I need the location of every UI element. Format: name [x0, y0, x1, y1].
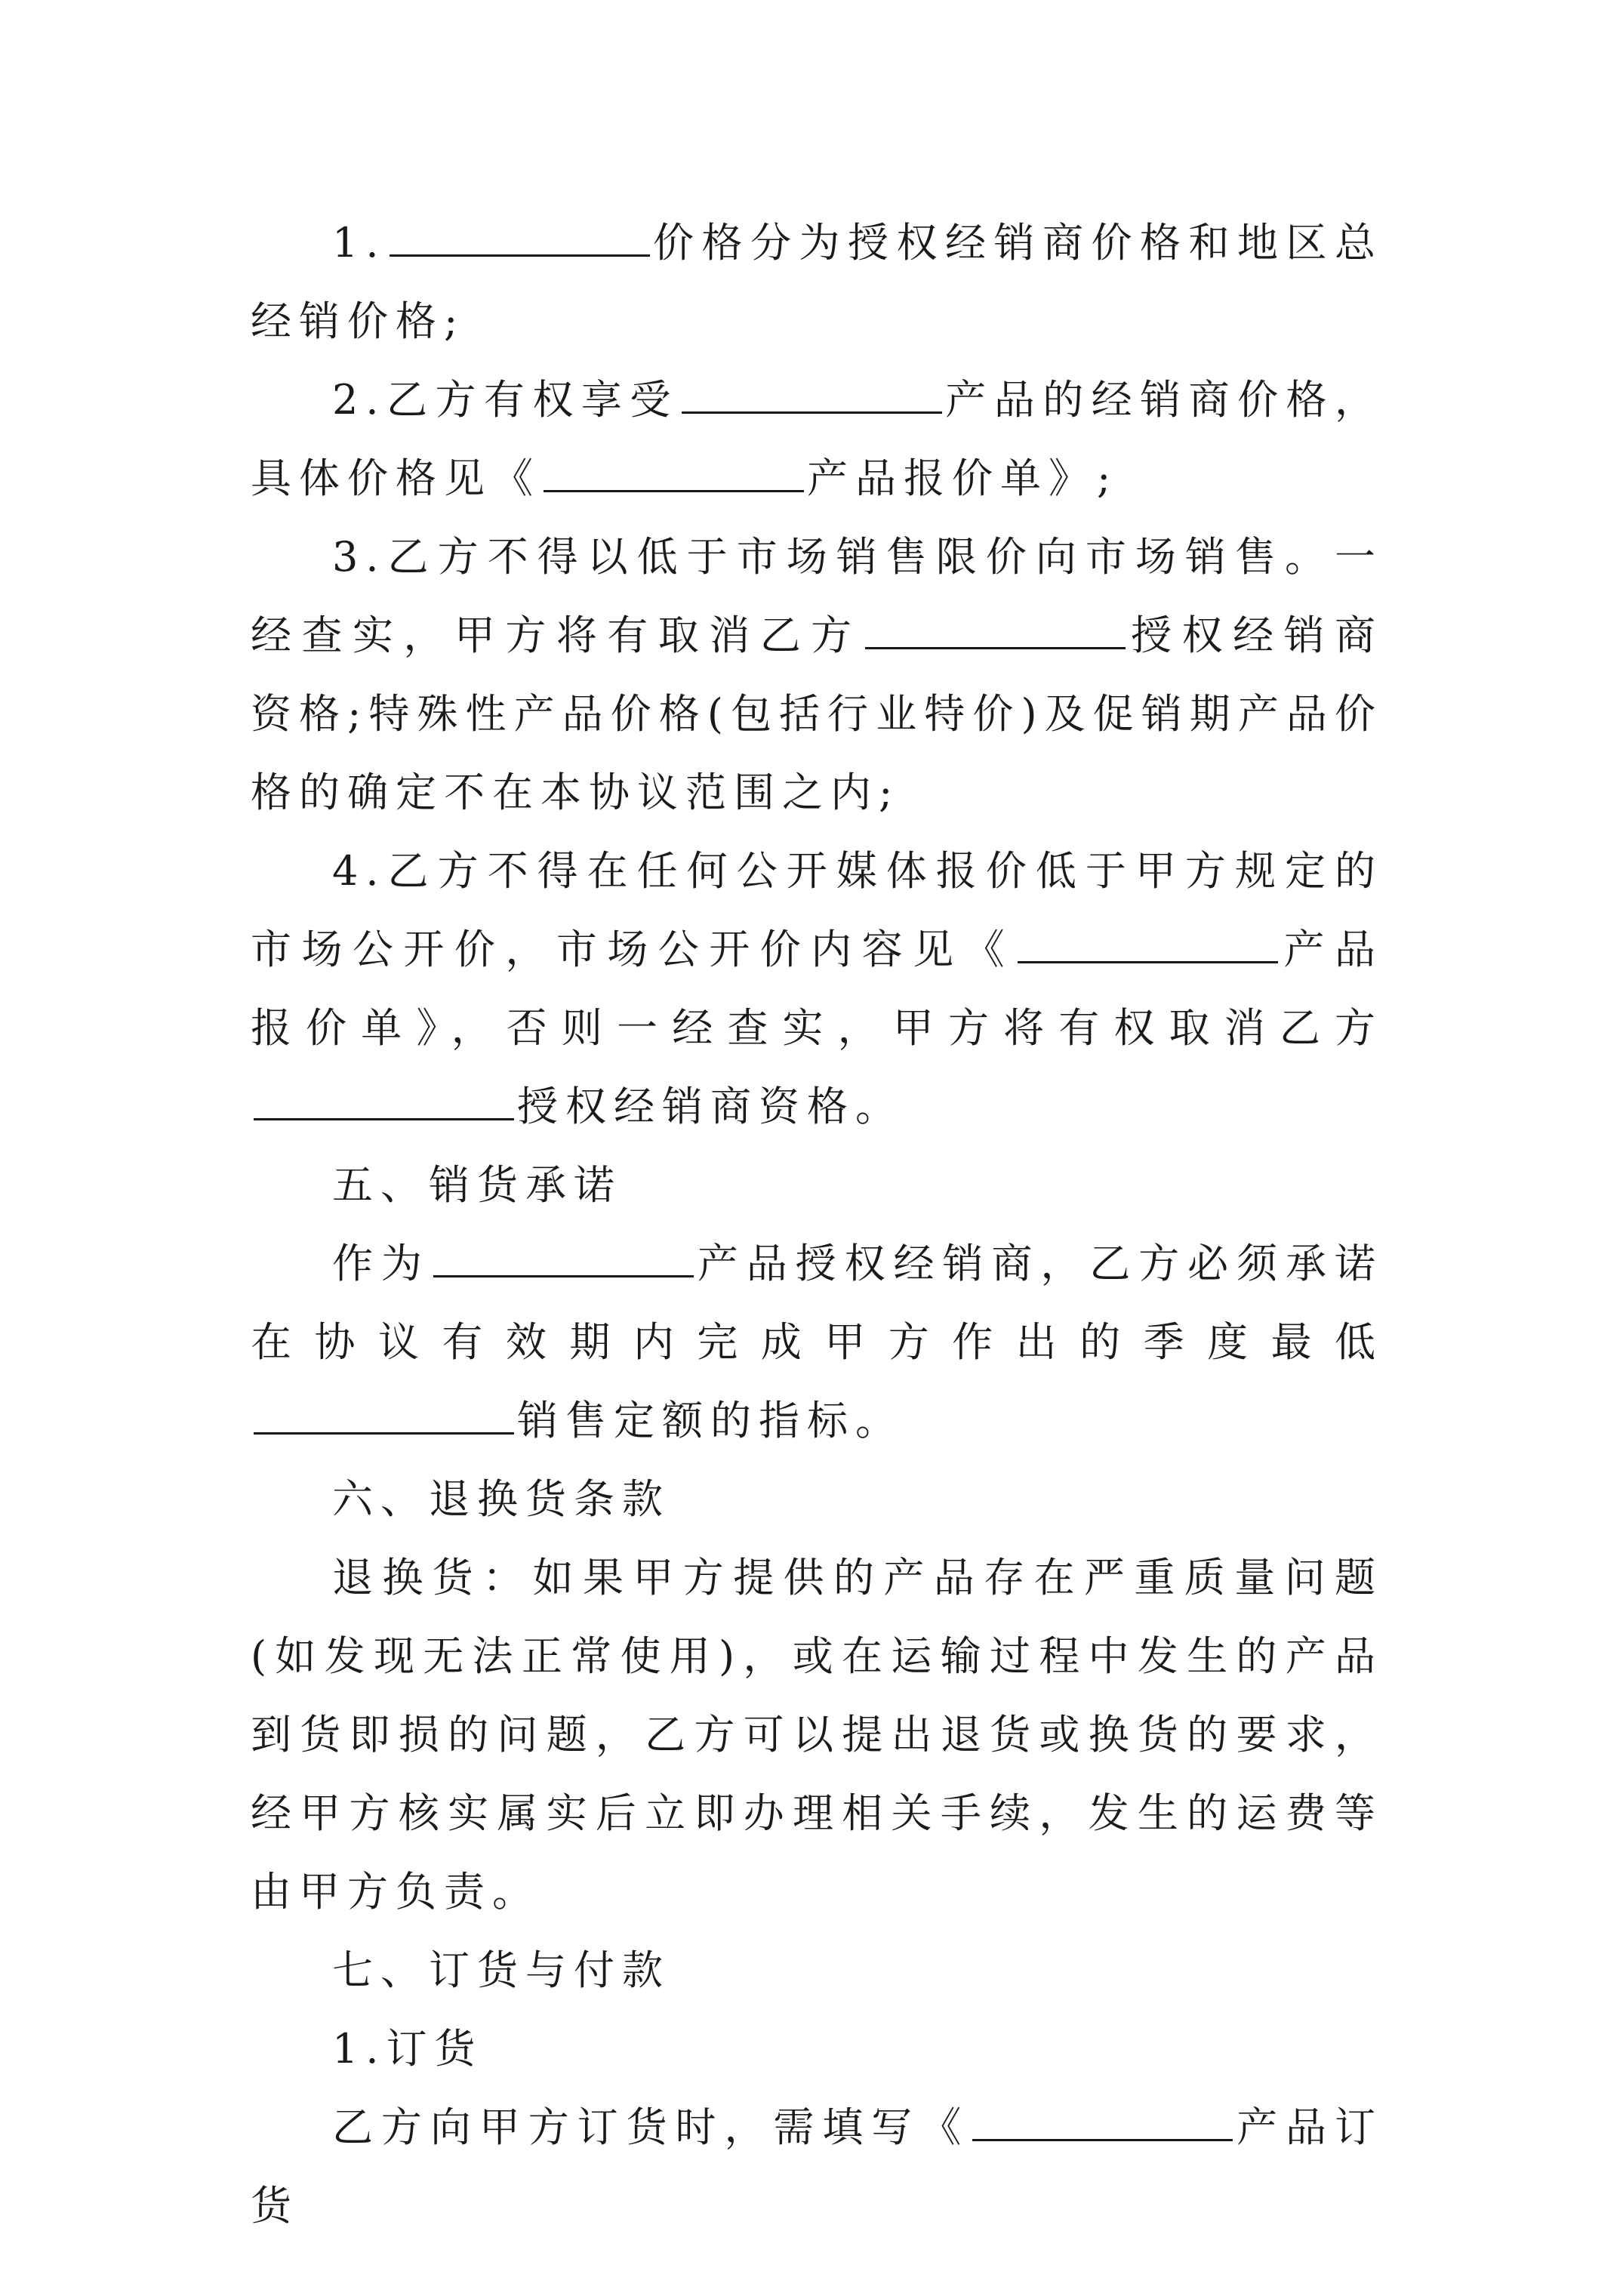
clause-text: 乙方向甲方订货时，需填写《	[332, 2103, 970, 2151]
clause-4-2	[251, 361, 1383, 518]
clause-text: 产品报价单》，否则一经查实，甲方将有权取消乙方	[251, 926, 1384, 1052]
document-body	[251, 204, 1383, 2245]
section-heading-6: 六、退换货条款	[332, 1475, 670, 1523]
clause-text: 价格分为授权经销商价格和地区总经销价格;	[251, 219, 1383, 345]
subsection-heading-7-1: 1.订货	[332, 2025, 483, 2073]
clause-text: 授权经销商资格;特殊性产品价格(包括行业特价)及促销期产品价格的确定不在本协议范围之内;	[251, 612, 1384, 816]
clause-4-1	[251, 204, 1383, 361]
section-heading-7: 七、订货与付款	[332, 1946, 670, 1994]
clause-text: 产品的经销商价格，具体价格见《	[251, 376, 1383, 502]
clause-text: 产品授权经销商，乙方必须承诺在协议有效期内完成甲方作出的季度最低	[251, 1240, 1383, 1366]
clause-text: 作为	[332, 1240, 430, 1287]
fill-blank[interactable]	[254, 1395, 514, 1435]
fill-blank[interactable]	[390, 217, 650, 257]
fill-blank[interactable]	[865, 609, 1126, 649]
clause-text: 2.乙方有权享受	[332, 376, 679, 424]
fill-blank[interactable]	[544, 452, 804, 492]
clause-6: 退换货：如果甲方提供的产品存在严重质量问题(如发现无法正常使用)，或在运输过程中发生的产品到货即损的问题，乙方可以提出退货或换货的要求， 经甲方核实属实后立即办理相关手续，发生的运费等由甲方负责。	[251, 1554, 1383, 1915]
clause-4-4	[251, 832, 1383, 1146]
clause-4-3	[251, 518, 1383, 832]
fill-blank[interactable]	[254, 1080, 514, 1120]
clause-text: 销售定额的指标。	[517, 1397, 904, 1444]
clause-5	[251, 1225, 1383, 1460]
clause-text: 4.乙方不得在任何公开媒体报价低于甲方规定的市场公开价，市场公开价内容见《	[251, 847, 1383, 973]
fill-blank[interactable]	[682, 374, 942, 414]
fill-blank[interactable]	[1018, 923, 1278, 963]
clause-number: 1.	[332, 219, 387, 267]
fill-blank[interactable]	[972, 2101, 1233, 2141]
clause-text: 产品报价单》;	[807, 455, 1119, 502]
clause-text: 授权经销商资格。	[517, 1083, 904, 1130]
fill-blank[interactable]	[433, 1237, 694, 1277]
section-heading-5: 五、销货承诺	[332, 1161, 622, 1209]
clause-text: 产品订货	[251, 2103, 1383, 2230]
clause-text: 3.乙方不得以低于市场销售限价向市场销售。一经查实，甲方将有取消乙方	[251, 533, 1383, 659]
clause-7-1	[251, 2088, 1383, 2245]
